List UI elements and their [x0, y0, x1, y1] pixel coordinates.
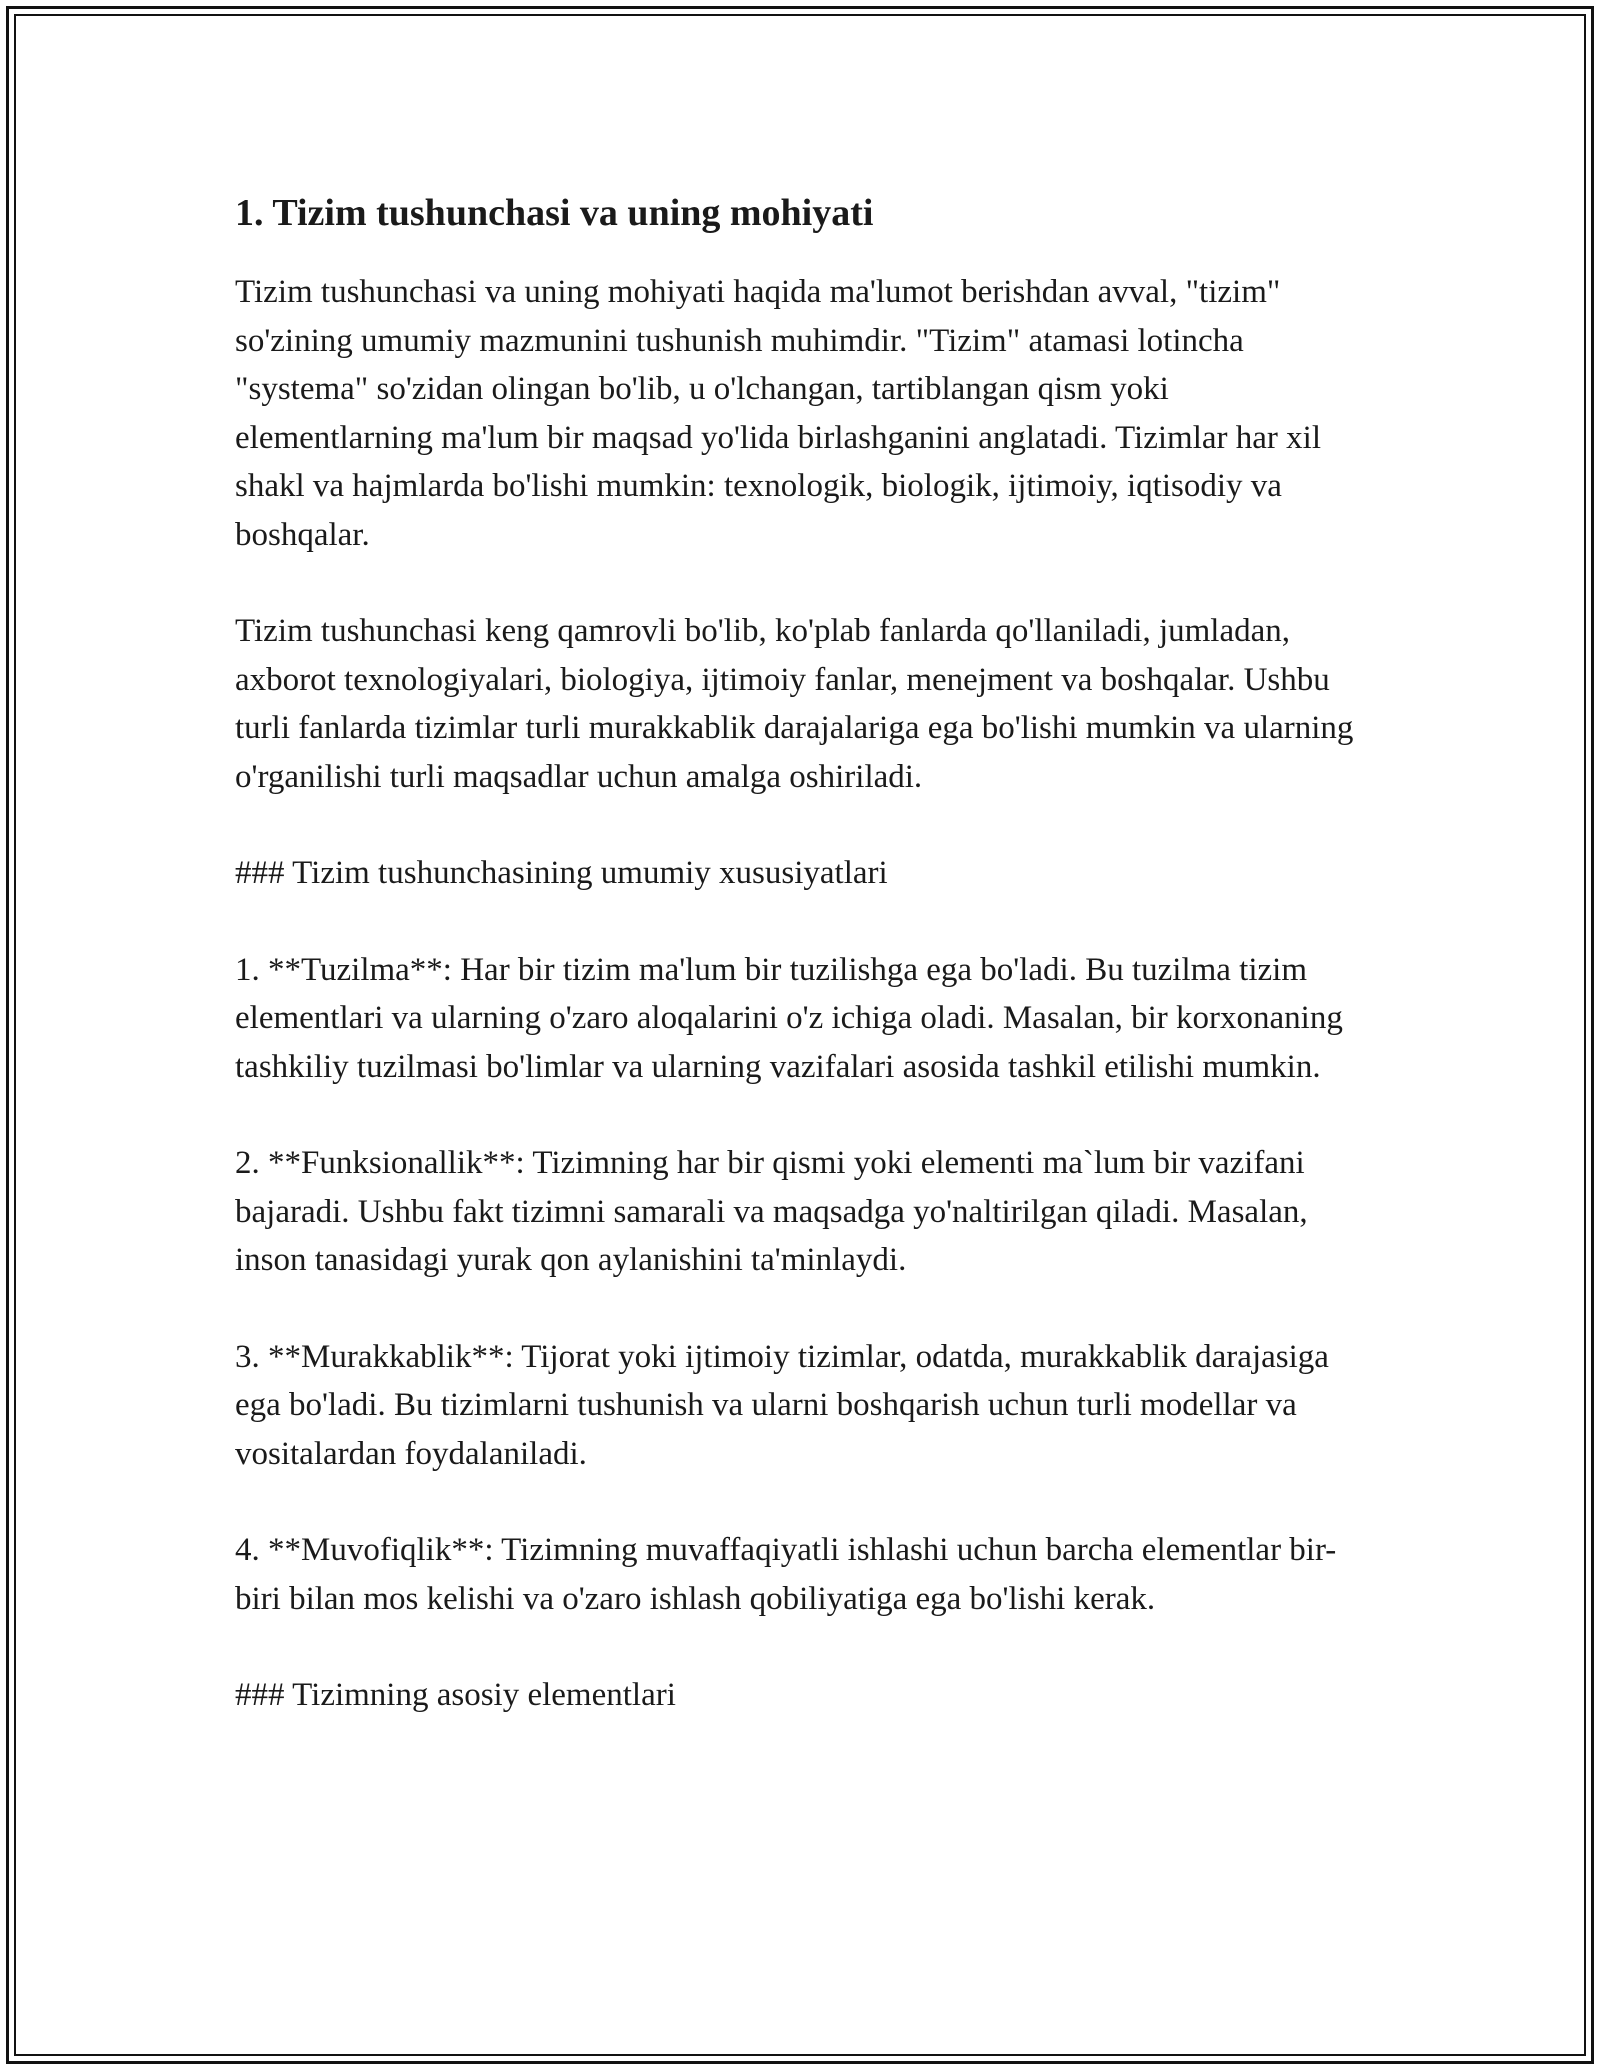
list-item-complexity: 3. **Murakkablik**: Tijorat yoki ijtimoiy tizimlar, odatda, murakkablik darajasiga ega bo'ladi. Bu tizimlarni tushunish va ularni boshqarish uchun turli modellar va vositalardan foydalaniladi. — [235, 1338, 1329, 1472]
paragraph-scope: Tizim tushunchasi keng qamrovli bo'lib, ko'plab fanlarda qo'llaniladi, jumladan, axborot texnologiyalari, biologiya, ijtimoiy fanlar, menejment va boshqalar. Ushbu turli fanlarda tizimlar turli murakkablik darajalariga ega bo'lishi mumkin va ularning o'rganilishi turli maqsadlar uchun amalga oshiriladi. — [235, 613, 1354, 795]
subheading-elements: ### Tizimning asosiy elementlari — [235, 1677, 676, 1713]
list-item-functionality: 2. **Funksionallik**: Tizimning har bir qismi yoki elementi ma`lum bir vazifani bajaradi. Ushbu fakt tizimni samarali va maqsadga yo'naltirilgan qiladi. Masalan, inson tanasidagi yurak qon aylanishini ta'minlaydi. — [235, 1145, 1308, 1278]
document-body — [235, 188, 1365, 1768]
paragraph-intro: Tizim tushunchasi va uning mohiyati haqida ma'lumot berishdan avval, "tizim" so'zining umumiy mazmunini tushunish muhimdir. "Tizim" atamasi lotincha "systema" so'zidan olingan bo'lib, u o'lchangan, tartiblangan qism yoki elementlarning ma'lum bir maqsad yo'lida birlashganini anglatadi. Tizimlar har xil shakl va hajmlarda bo'lishi mumkin: texnologik, biologik, ijtimoiy, iqtisodiy va boshqalar. — [235, 274, 1321, 553]
document-title: 1. Tizim tushunchasi va uning mohiyati — [235, 192, 874, 234]
subheading-properties: ### Tizim tushunchasining umumiy xususiyatlari — [235, 855, 888, 891]
list-item-structure: 1. **Tuzilma**: Har bir tizim ma'lum bir tuzilishga ega bo'ladi. Bu tuzilma tizim elementlari va ularning o'zaro aloqalarini o'z ichiga oladi. Masalan, bir korxonaning tashkiliy tuzilmasi bo'limlar va ularning vazifalari asosida tashkil etilishi mumkin. — [235, 951, 1343, 1085]
list-item-compatibility: 4. **Muvofiqlik**: Tizimning muvaffaqiyatli ishlashi uchun barcha elementlar bir-biri bilan mos kelishi va o'zaro ishlash qobiliyatiga ega bo'lishi kerak. — [235, 1532, 1337, 1617]
